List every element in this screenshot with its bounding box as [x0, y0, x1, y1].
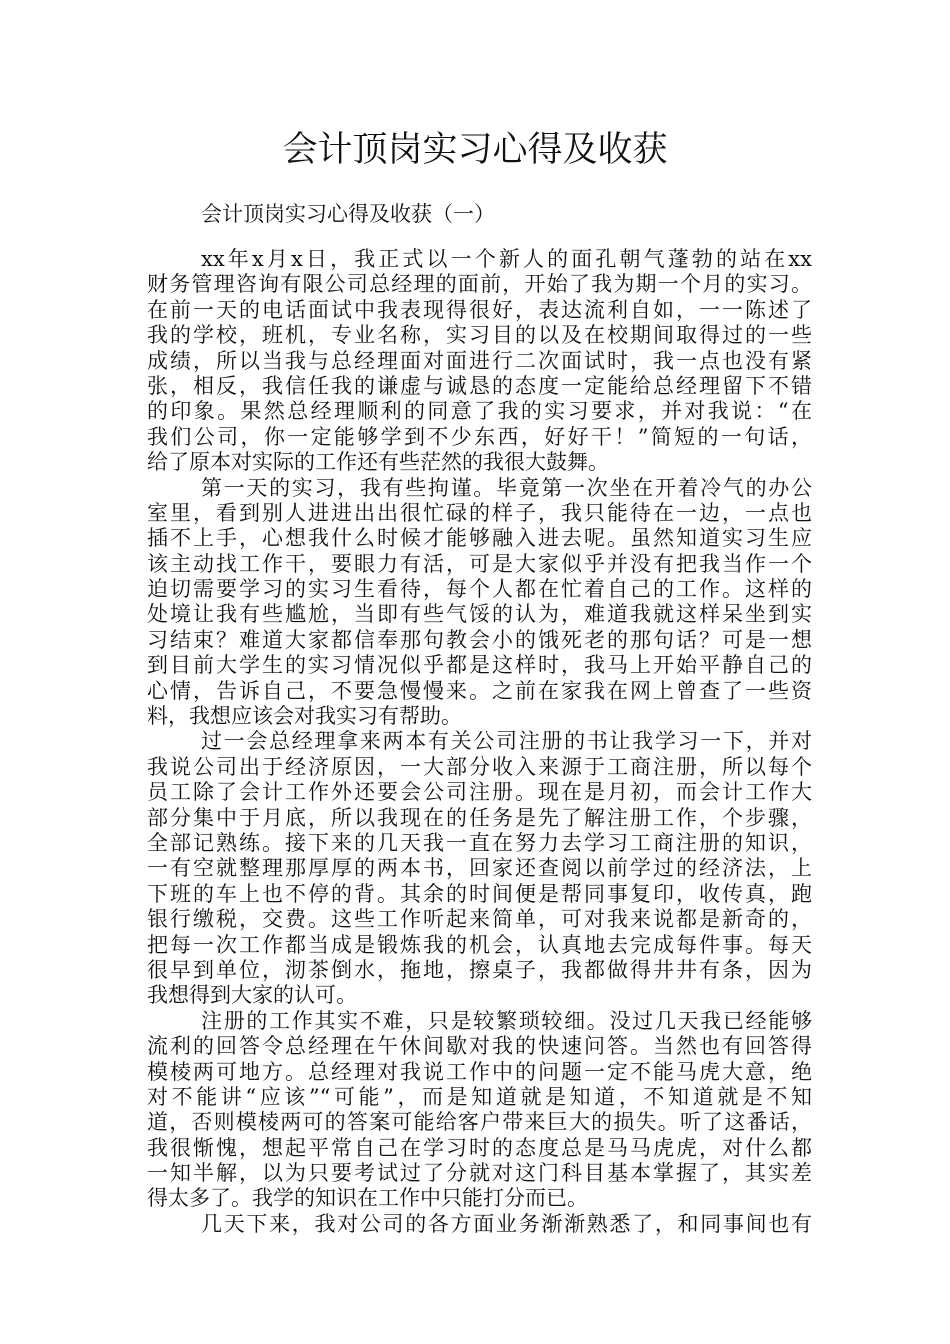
text-line: 室里，看到别人进进出出很忙碌的样子，我只能待在一边，一点也 — [147, 500, 812, 525]
text-line: 全部记熟练。接下来的几天我一直在努力去学习工商注册的知识， — [147, 830, 812, 855]
text-line: 一有空就整理那厚厚的两本书，回家还查阅以前学过的经济法，上 — [147, 856, 812, 881]
text-line: 注册的工作其实不难，只是较繁琐较细。没过几天我已经能够 — [201, 1008, 812, 1033]
text-line: 财务管理咨询有限公司总经理的面前，开始了我为期一个月的实习。 — [147, 272, 812, 297]
text-line: 一知半解，以为只要考试过了分就对这门科目基本掌握了，其实差 — [147, 1161, 812, 1186]
text-line: 很早到单位，沏茶倒水，拖地，擦桌子，我都做得井井有条，因为 — [147, 957, 812, 982]
text-line: 的印象。果然总经理顺利的同意了我的实习要求，并对我说：“在 — [147, 399, 812, 424]
text-line: 我们公司，你一定能够学到不少东西，好好干！”简短的一句话， — [147, 424, 812, 449]
text-line: 我很惭愧，想起平常自己在学习时的态度总是马马虎虎，对什么都 — [147, 1135, 812, 1160]
text-line: 对不能讲“应该”“可能”，而是知道就是知道，不知道就是不知 — [147, 1084, 812, 1109]
text-line: 把每一次工作都当成是锻炼我的机会，认真地去完成每件事。每天 — [147, 932, 812, 957]
text-line: 迫切需要学习的实习生看待，每个人都在忙着自己的工作。这样的 — [147, 577, 812, 602]
document-title: 会计顶岗实习心得及收获 — [282, 130, 668, 170]
text-line: 过一会总经理拿来两本有关公司注册的书让我学习一下，并对 — [201, 729, 812, 754]
text-line: 在前一天的电话面试中我表现得很好，表达流利自如，一一陈述了 — [147, 297, 812, 322]
text-line: 道，否则模棱两可的答案可能给客户带来巨大的损失。听了这番话， — [147, 1110, 812, 1135]
text-line: 银行缴税，交费。这些工作听起来简单，可对我来说都是新奇的， — [147, 907, 812, 932]
body-text — [147, 247, 812, 1237]
text-line: 张，相反，我信任我的谦虚与诚恳的态度一定能给总经理留下不错 — [147, 373, 812, 398]
text-line: 该主动找工作干，要眼力有活，可是大家似乎并没有把我当作一个 — [147, 551, 812, 576]
text-line: 心情，告诉自己，不要急慢慢来。之前在家我在网上曾查了一些资 — [147, 678, 812, 703]
text-line: 员工除了会计工作外还要会公司注册。现在是月初，而会计工作大 — [147, 780, 812, 805]
text-line: 下班的车上也不停的背。其余的时间便是帮同事复印，收传真，跑 — [147, 881, 812, 906]
text-line: 我说公司出于经济原因，一大部分收入来源于工商注册，所以每个 — [147, 754, 812, 779]
text-line: 我想得到大家的认可。 — [147, 983, 357, 1008]
text-line: 模棱两可地方。总经理对我说工作中的问题一定不能马虎大意，绝 — [147, 1059, 812, 1084]
text-line: 流利的回答令总经理在午休间歇对我的快速问答。当然也有回答得 — [147, 1034, 812, 1059]
text-line: 给了原本对实际的工作还有些茫然的我很大鼓舞。 — [147, 450, 609, 475]
text-line: 插不上手，心想我什么时候才能够融入进去呢。虽然知道实习生应 — [147, 526, 812, 551]
text-line: 部分集中于月底，所以我现在的任务是先了解注册工作，个步骤， — [147, 805, 812, 830]
text-line: 几天下来，我对公司的各方面业务渐渐熟悉了，和同事间也有 — [201, 1211, 812, 1236]
text-line: 处境让我有些尴尬，当即有些气馁的认为，难道我就这样呆坐到实 — [147, 602, 812, 627]
text-line: 我的学校，班机，专业名称，实习目的以及在校期间取得过的一些 — [147, 323, 812, 348]
text-line: 到目前大学生的实习情况似乎都是这样时，我马上开始平静自己的 — [147, 653, 812, 678]
text-line: 得太多了。我学的知识在工作中只能打分而已。 — [147, 1186, 588, 1211]
text-line: xx年x月x日，我正式以一个新人的面孔朝气蓬勃的站在xx — [201, 247, 812, 271]
section-heading: 会计顶岗实习心得及收获（一） — [201, 202, 495, 226]
text-line: 成绩，所以当我与总经理面对面进行二次面试时，我一点也没有紧 — [147, 348, 812, 373]
text-line: 料，我想应该会对我实习有帮助。 — [147, 704, 462, 729]
text-line: 第一天的实习，我有些拘谨。毕竟第一次坐在开着冷气的办公 — [201, 475, 812, 500]
text-line: 习结束？难道大家都信奉那句教会小的饿死老的那句话？可是一想 — [147, 627, 812, 652]
